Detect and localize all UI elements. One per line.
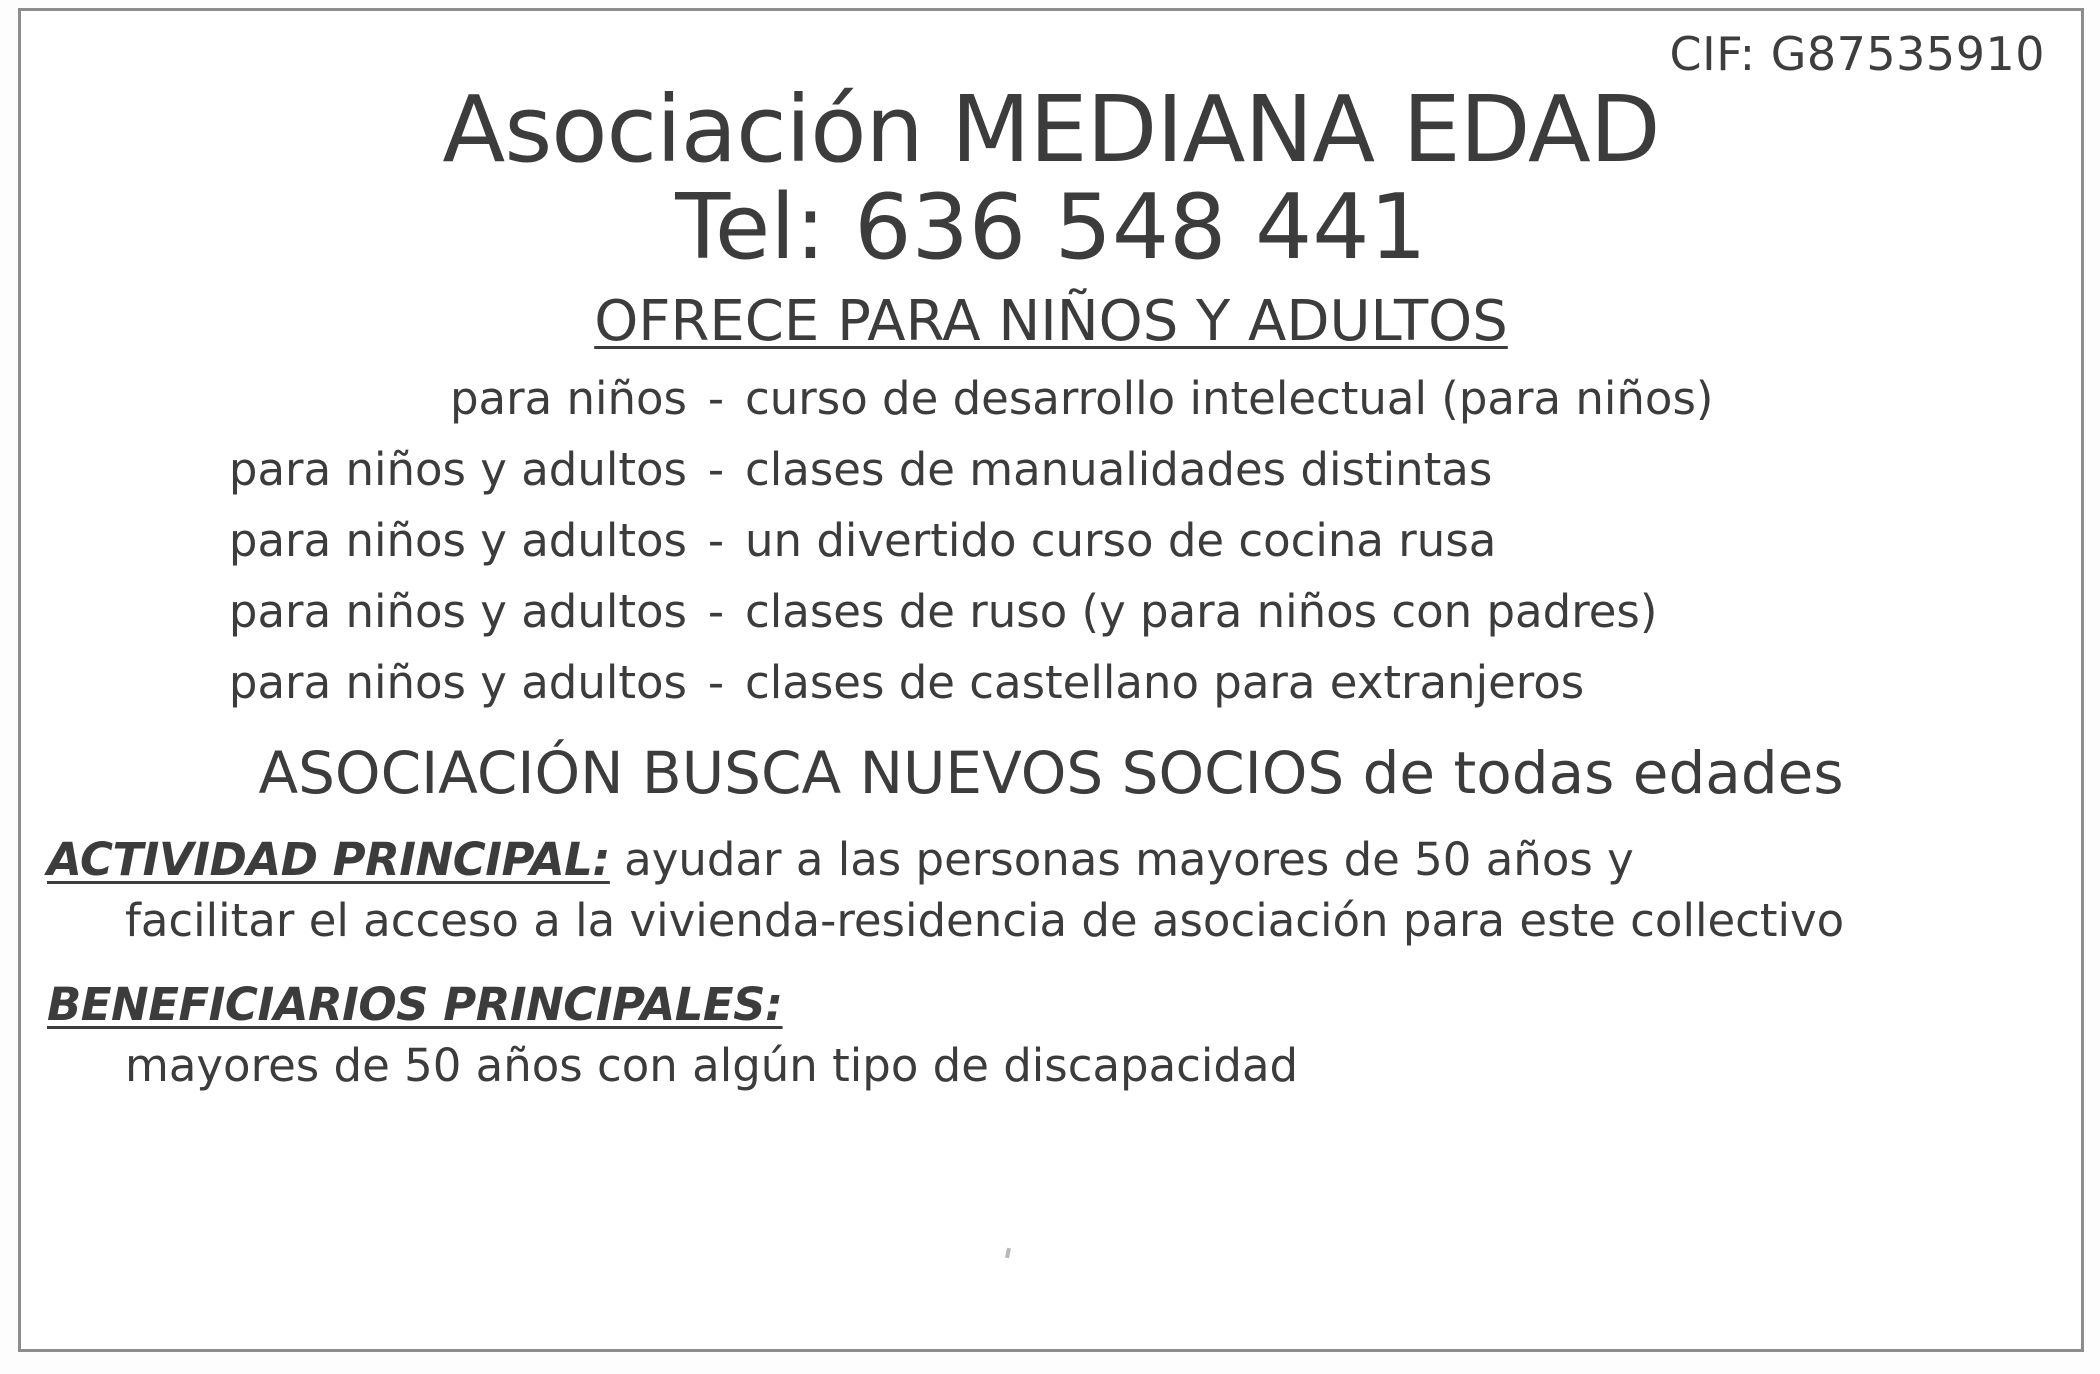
- services-list: [47, 372, 2055, 710]
- beneficiaries-block: [47, 978, 2055, 1092]
- main-activity-text-line2: facilitar el acceso a la vivienda-residencia de asociación para este collectivo: [125, 894, 1845, 948]
- organization-title: Asociación MEDIANA EDAD: [442, 76, 1660, 183]
- main-activity-text: ayudar a las personas mayores de 50 años y: [624, 833, 1634, 887]
- service-description: clases de castellano para extranjeros: [745, 656, 1585, 710]
- service-dash: -: [707, 443, 725, 497]
- main-activity-label: ACTIVIDAD PRINCIPAL:: [47, 833, 610, 887]
- service-dash: -: [707, 656, 725, 710]
- members-wanted-banner: ASOCIACIÓN BUSCA NUEVOS SOCIOS de todas edades: [258, 739, 1844, 808]
- service-description: clases de ruso (y para niños con padres): [745, 585, 1658, 639]
- list-item: [47, 443, 2055, 497]
- beneficiaries-label: BENEFICIARIOS PRINCIPALES:: [47, 977, 783, 1031]
- service-dash: -: [707, 372, 725, 426]
- service-audience: para niños y adultos: [228, 514, 687, 568]
- offer-heading: [47, 289, 2055, 354]
- service-audience: para niños: [449, 372, 687, 426]
- list-item: [47, 372, 2055, 426]
- cif-row: [47, 27, 2055, 81]
- service-description: curso de desarrollo intelectual (para niños): [745, 372, 1714, 426]
- service-description: clases de manualidades distintas: [745, 443, 1493, 497]
- phone-number: Tel: 636 548 441: [675, 174, 1427, 280]
- list-item: [47, 514, 2055, 568]
- service-description: un divertido curso de cocina rusa: [745, 514, 1497, 568]
- beneficiaries-text: mayores de 50 años con algún tipo de discapacidad: [125, 1038, 1299, 1092]
- service-audience: para niños y adultos: [228, 585, 687, 639]
- paper-sheet: [18, 8, 2084, 1352]
- main-activity-block: [47, 833, 2055, 947]
- service-audience: para niños y adultos: [228, 443, 687, 497]
- service-dash: -: [707, 585, 725, 639]
- offer-heading-text: OFRECE PARA NIÑOS Y ADULTOS: [594, 289, 1508, 355]
- list-item: [47, 585, 2055, 639]
- cif-number: CIF: G87535910: [1669, 27, 2045, 81]
- service-dash: -: [707, 514, 725, 568]
- list-item: [47, 656, 2055, 710]
- service-audience: para niños y adultos: [228, 656, 687, 710]
- flyer-content: [21, 11, 2081, 1349]
